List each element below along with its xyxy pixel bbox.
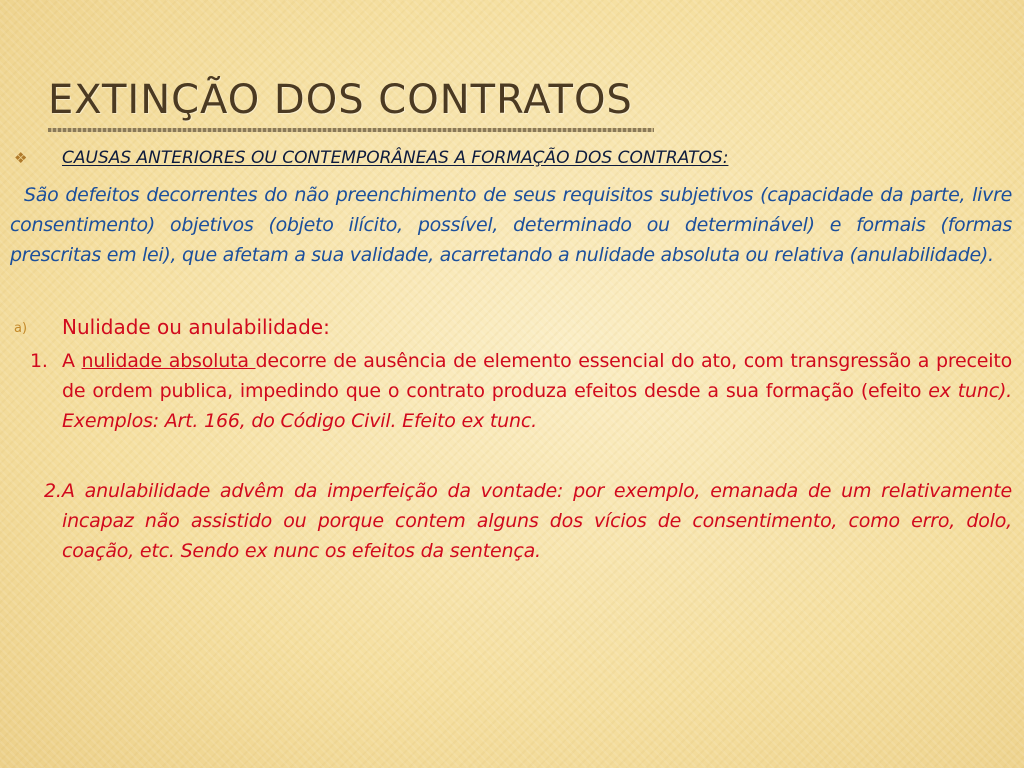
item-body: [62, 346, 1012, 436]
item-text: decorre de ausência de elemento essencial do ato, com transgressão a preceito de ordem publica, impedindo que o contrato produza efeitos desde a sua formação (efeito: [62, 350, 1013, 402]
definition-paragraph: São defeitos decorrentes do não preenchimento de seus requisitos subjetivos (capacidade da parte, livre consentimento) objetivos (objeto ilícito, possível, determinado ou determinável) e formais (formas prescritas em lei), que afetam a sua validade, acarretando a nulidade absoluta ou relativa (anulabilidade).: [10, 184, 1012, 266]
numbered-item-2: [0, 476, 1012, 566]
section-heading: [14, 144, 1014, 172]
item-number: 2.: [44, 480, 62, 502]
sublist-text: Nulidade ou anulabilidade:: [62, 315, 330, 339]
item-body: A anulabilidade advêm da imperfeição da vontade: por exemplo, emanada de um relativamente incapaz não assistido ou porque contem alguns dos vícios de consentimento, como erro, dolo, coação, etc. Sendo ex nunc os efeitos da sentença.: [62, 480, 1012, 562]
item-number: 1.: [30, 350, 48, 372]
title-underline: [48, 128, 654, 132]
item-italic-text: ex tunc). Exemplos: Art. 166, do Código Civil. Efeito ex tunc.: [62, 380, 1012, 432]
section-heading-text: CAUSAS ANTERIORES OU CONTEMPORÂNEAS A FORMAÇÃO DOS CONTRATOS:: [62, 148, 729, 168]
item-prefix: A: [62, 350, 82, 372]
diamond-bullet-icon: ❖: [14, 149, 28, 167]
numbered-item-1: [0, 346, 1012, 436]
sublist-marker: a): [14, 321, 28, 336]
slide-title: EXTINÇÃO DOS CONTRATOS: [48, 77, 633, 123]
underlined-term: nulidade absoluta: [81, 350, 256, 372]
